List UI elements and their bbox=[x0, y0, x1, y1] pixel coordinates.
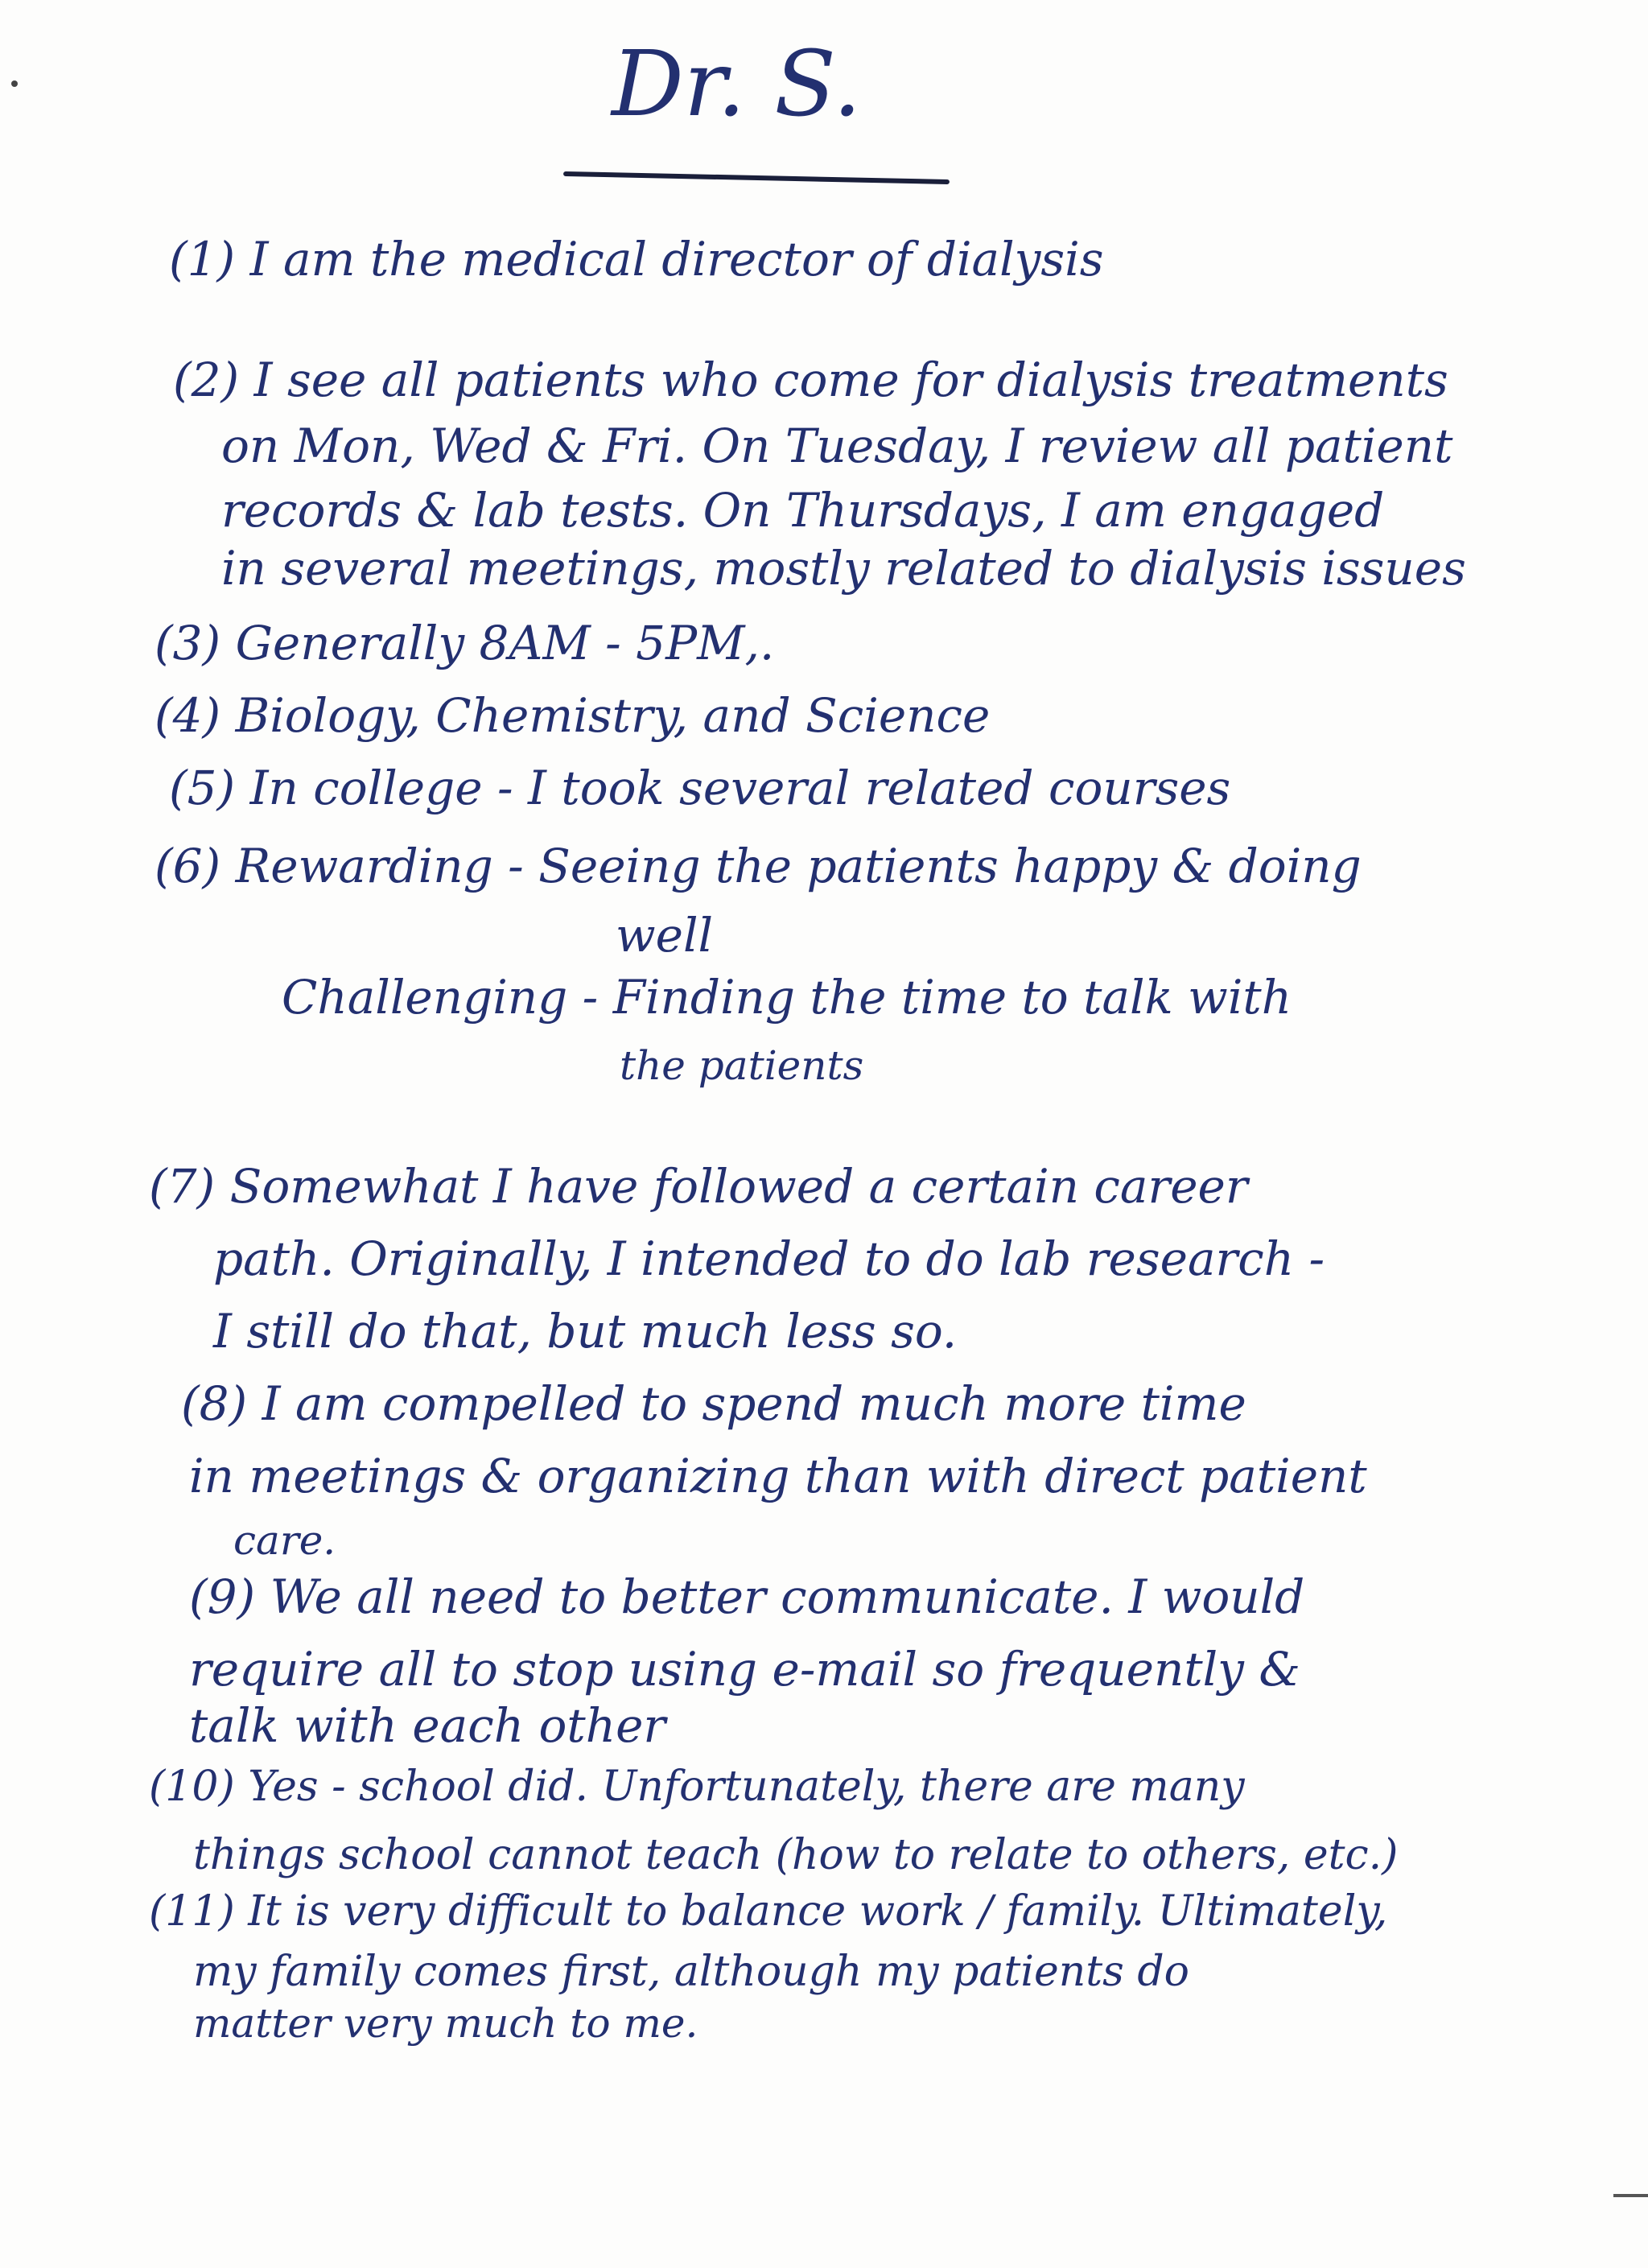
answer-11-line-2: my family comes first, although my patients do bbox=[193, 1948, 1189, 1996]
answer-10-line-1: (10) Yes - school did. Unfortunately, there are many bbox=[149, 1763, 1245, 1811]
answer-8-line-1: (8) I am compelled to spend much more time bbox=[181, 1376, 1246, 1431]
answer-9-line-3: talk with each other bbox=[189, 1698, 666, 1753]
answer-4: (4) Biology, Chemistry, and Science bbox=[154, 688, 991, 743]
answer-7-line-1: (7) Somewhat I have followed a certain career bbox=[149, 1159, 1248, 1214]
answer-6-line-1: (6) Rewarding - Seeing the patients happy & doing bbox=[154, 839, 1362, 893]
answer-8-line-2: in meetings & organizing than with direct patient bbox=[189, 1449, 1367, 1503]
answer-2-line-4: in several meetings, mostly related to dialysis issues bbox=[221, 541, 1466, 596]
answer-3: (3) Generally 8AM - 5PM,. bbox=[154, 616, 775, 670]
answer-11-line-3: matter very much to me. bbox=[193, 2000, 698, 2047]
answer-7-line-2: path. Originally, I intended to do lab research - bbox=[213, 1231, 1325, 1286]
answer-2-line-1: (2) I see all patients who come for dialysis treatments bbox=[173, 353, 1448, 407]
answer-9-line-1: (9) We all need to better communicate. I would bbox=[189, 1569, 1305, 1624]
answer-5: (5) In college - I took several related courses bbox=[169, 761, 1231, 815]
answer-9-line-2: require all to stop using e-mail so frequently & bbox=[189, 1642, 1301, 1697]
answer-1: (1) I am the medical director of dialysis bbox=[169, 232, 1104, 287]
title-underline bbox=[563, 171, 950, 184]
answer-2-line-2: on Mon, Wed & Fri. On Tuesday, I review all patient bbox=[221, 419, 1453, 473]
answer-7-line-3: I still do that, but much less so. bbox=[213, 1304, 958, 1359]
answer-2-line-3: records & lab tests. On Thursdays, I am engaged bbox=[221, 483, 1385, 538]
answer-6-line-3: Challenging - Finding the time to talk with bbox=[282, 970, 1292, 1025]
margin-mark bbox=[11, 80, 18, 87]
answer-6-line-4: the patients bbox=[620, 1042, 864, 1089]
answer-11-line-1: (11) It is very difficult to balance work / family. Ultimately, bbox=[149, 1887, 1388, 1936]
answer-8-line-3: care. bbox=[233, 1517, 336, 1564]
page-title: Dr. S. bbox=[612, 32, 862, 137]
answer-6-line-2: well bbox=[616, 908, 714, 963]
margin-dash bbox=[1613, 2194, 1648, 2197]
answer-10-line-2: things school cannot teach (how to relate to others, etc.) bbox=[193, 1831, 1399, 1879]
